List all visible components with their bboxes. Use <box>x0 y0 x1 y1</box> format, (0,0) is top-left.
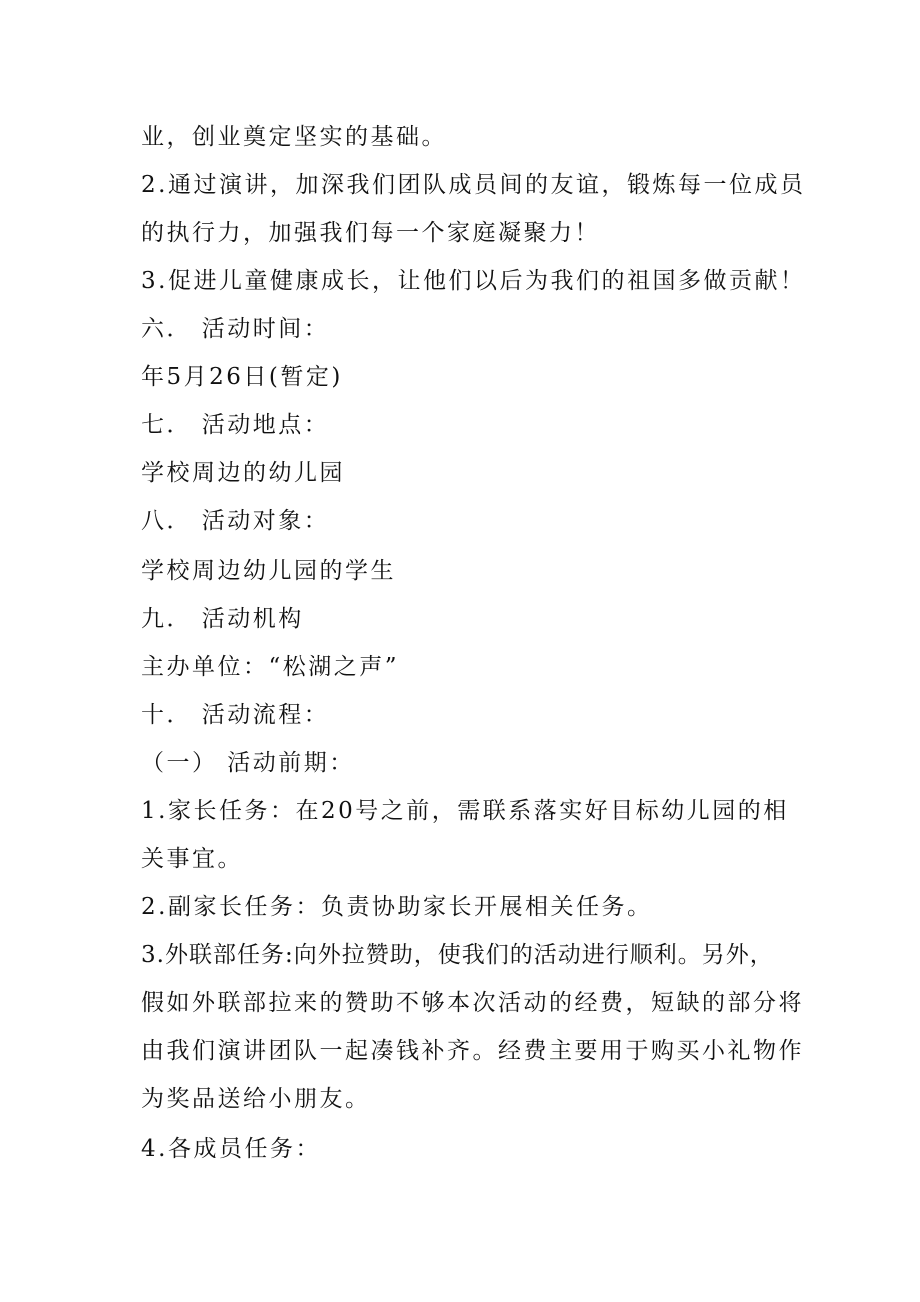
text-line: 假如外联部拉来的赞助不够本次活动的经费，短缺的部分将 <box>141 990 804 1016</box>
text-line: 的执行力，加强我们每一个家庭凝聚力！ <box>141 220 600 246</box>
text-line: 2.副家长任务：负责协助家长开展相关任务。 <box>141 894 653 920</box>
text-line: 业，创业奠定坚实的基础。 <box>141 124 447 150</box>
section-heading: 十． 活动流程： <box>141 702 330 728</box>
section-heading: 六． 活动时间： <box>141 316 330 342</box>
text-line: 4.各成员任务： <box>141 1136 321 1162</box>
text-line: 3.促进儿童健康成长，让他们以后为我们的祖国多做贡献！ <box>141 268 806 294</box>
text-line: 由我们演讲团队一起凑钱补齐。经费主要用于购买小礼物作 <box>141 1038 804 1064</box>
section-heading: 八． 活动对象： <box>141 508 330 534</box>
section-heading: 七． 活动地点： <box>141 412 330 438</box>
text-line: 3.外联部任务:向外拉赞助，使我们的活动进行顺利。另外， <box>141 942 774 968</box>
text-line: 1.家长任务：在20号之前，需联系落实好目标幼儿园的相 <box>141 798 789 824</box>
text-line: 关事宜。 <box>141 846 243 872</box>
section-heading: 九． 活动机构 <box>141 606 304 632</box>
text-line: 为奖品送给小朋友。 <box>141 1086 371 1112</box>
text-line: 主办单位：“松湖之声” <box>141 654 400 680</box>
text-line: 2.通过演讲，加深我们团队成员间的友谊，锻炼每一位成员 <box>141 172 806 198</box>
subsection-heading: （一） 活动前期： <box>141 750 355 776</box>
text-line: 学校周边幼儿园的学生 <box>141 558 396 584</box>
text-line: 年5月26日(暂定) <box>141 364 343 390</box>
text-line: 学校周边的幼儿园 <box>141 460 345 486</box>
